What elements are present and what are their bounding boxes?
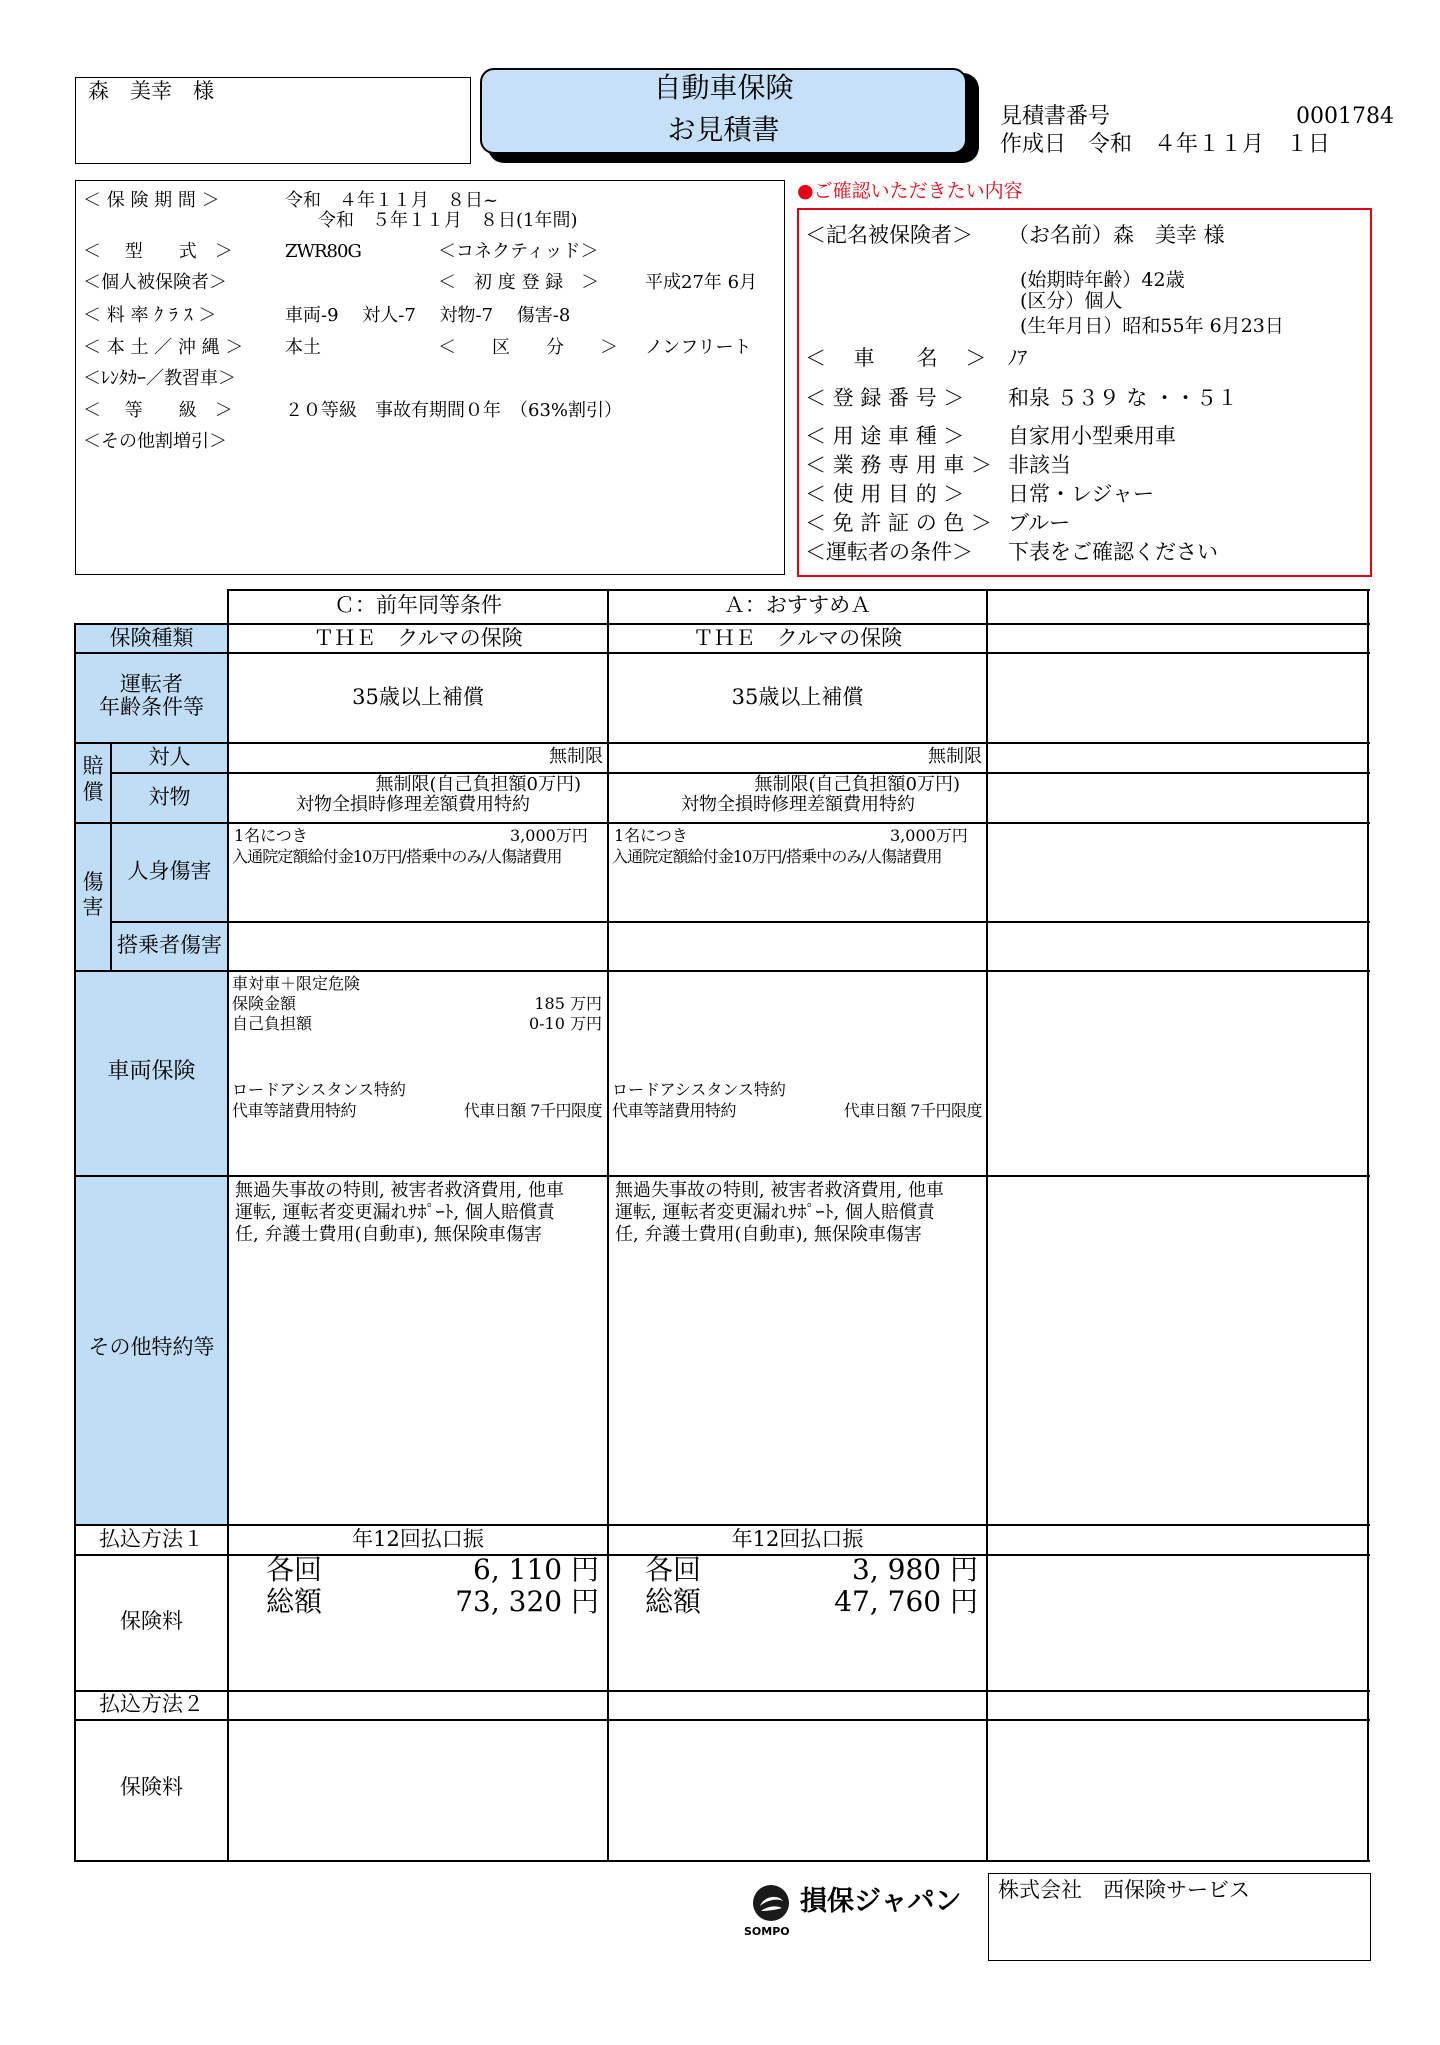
driver-condition-label: ＜運転者の条件＞ (805, 540, 973, 564)
c-taibutsu-2: 対物全損時修理差額費用特約 (296, 794, 530, 815)
registration-number-label: ＜ 登 録 番 号 ＞ (805, 386, 965, 410)
model-value: ZWR80G (285, 241, 361, 262)
a-driver: 35歳以上補償 (731, 685, 864, 709)
row-label-shogai-1: 傷 (82, 870, 104, 894)
usage-value: 自家用小型乗用車 (1008, 424, 1176, 448)
table-line (75, 742, 1370, 744)
a-total-label: 総額 (645, 1585, 702, 1618)
insured-name: （お名前）森 美幸 様 (1008, 223, 1225, 247)
c-kind: ＴＨＥ クルマの保険 (313, 626, 523, 650)
row-label-taibutsu: 対物 (148, 785, 191, 809)
plan-a-header: Ａ：おすすめＡ (723, 593, 872, 617)
c-pay-method: 年12回払口振 (352, 1527, 484, 1551)
a-each-label: 各回 (645, 1553, 702, 1586)
insured-birthday: (生年月日）昭和55年 6月23日 (1020, 315, 1284, 337)
category-value: ノンフリート (645, 337, 752, 358)
driver-condition-value: 下表をご確認ください (1008, 540, 1218, 564)
row-label-jinshin: 人身傷害 (127, 859, 212, 883)
category-label: ＜ 区 分 ＞ (438, 337, 618, 358)
c-taijin: 無制限 (549, 746, 603, 767)
customer-name: 森 美幸 様 (88, 79, 214, 103)
table-line (75, 623, 1370, 625)
table-line (1367, 589, 1369, 1862)
row-label-shogai-2: 害 (82, 895, 104, 919)
car-name-value: ﾉｱ (1008, 347, 1028, 369)
rental-label: ＜ﾚﾝﾀｶｰ／教習車＞ (83, 368, 236, 389)
c-sharyo-3: 自己負担額 (232, 1014, 313, 1033)
c-other-riders: 無過失事故の特則, 被害者救済費用, 他車運転, 運転者変更漏れｻﾎﾟｰﾄ, 個人賠償責任, 弁護士費用(自動車), 無保険車傷害 (235, 1180, 564, 1245)
a-daisha-value: 代車日額 7千円限度 (843, 1101, 982, 1120)
purpose-label: ＜ 使 用 目 的 ＞ (805, 482, 965, 506)
document-title-line1: 自動車保険 (653, 71, 794, 104)
a-daisha: 代車等諸費用特約 (612, 1101, 737, 1120)
row-label-sharyo: 車両保険 (107, 1059, 196, 1084)
registration-number-value: 和泉 ５３９ な ・・５１ (1008, 386, 1239, 410)
table-line (110, 772, 1370, 774)
table-line (75, 1690, 1370, 1692)
c-daisha-value: 代車日額 7千円限度 (463, 1101, 602, 1120)
agency-name: 株式会社 西保険サービス (998, 1878, 1250, 1902)
grade-value: ２０等級 事故有期間０年 （63%割引） (285, 400, 623, 421)
connected-label: ＜コネクティッド＞ (438, 241, 599, 262)
rate-class-label: ＜ 料 率 ｸ ﾗ ｽ ＞ (83, 305, 217, 326)
row-label-driver-1: 運転者 (120, 672, 183, 696)
estimate-number-label: 見積書番号 (1000, 104, 1111, 129)
period-label: ＜ 保 険 期 間 ＞ (83, 190, 220, 211)
c-total-label: 総額 (266, 1585, 323, 1618)
table-line (75, 1175, 1370, 1177)
purpose-value: 日常・レジャー (1008, 482, 1155, 506)
other-discount-label: ＜その他割増引＞ (83, 431, 227, 452)
row-label-baisho-1: 賠 (82, 754, 104, 778)
row-label-pay2: 払込方法２ (99, 1692, 204, 1716)
c-sharyo-2-value: 185 万円 (534, 994, 602, 1013)
insured-kubun: (区分）個人 (1020, 290, 1123, 312)
region-label: ＜ 本 土 ／ 沖 縄 ＞ (83, 337, 244, 358)
c-taibutsu-1: 無制限(自己負担額0万円) (375, 774, 581, 795)
business-use-value: 非該当 (1008, 453, 1071, 477)
region-value: 本土 (285, 337, 321, 358)
first-registration-value: 平成27年 6月 (645, 272, 758, 293)
table-line (75, 822, 1370, 824)
row-label-premium1: 保険料 (120, 1609, 183, 1633)
insured-age: (始期時年齢）42歳 (1020, 269, 1185, 291)
first-registration-label: ＜ 初 度 登 録 ＞ (438, 272, 600, 293)
created-date: 作成日 令和 ４年１１月 １日 (1000, 132, 1331, 157)
license-color-value: ブルー (1008, 511, 1071, 535)
a-jinshin-1: 1名につき (614, 826, 688, 845)
c-jinshin-2: 入通院定額給付金10万円/搭乗中のみ/人傷諸費用 (232, 847, 562, 866)
table-line (75, 970, 1370, 972)
row-label-other: その他特約等 (88, 1335, 215, 1359)
table-line (75, 1524, 1370, 1526)
a-jinshin-amount: 3,000万円 (890, 826, 968, 845)
c-sharyo-2: 保険金額 (232, 994, 297, 1013)
grade-label: ＜ 等 級 ＞ (83, 400, 233, 421)
insured-label: ＜記名被保険者＞ (805, 223, 973, 247)
sompo-logo-icon (752, 1884, 790, 1922)
car-name-label: ＜ 車 名 ＞ (805, 346, 987, 370)
c-each-amount: 6, 110 円 (473, 1553, 599, 1586)
a-road-assistance: ロードアシスタンス特約 (612, 1080, 786, 1099)
sompo-logo-text: 損保ジャパン (800, 1886, 962, 1917)
a-each-amount: 3, 980 円 (852, 1553, 978, 1586)
table-line (986, 589, 988, 1862)
a-taibutsu-2: 対物全損時修理差額費用特約 (681, 794, 915, 815)
row-label-pay1: 払込方法１ (99, 1527, 204, 1551)
table-line (75, 1860, 1370, 1862)
document-title-line2: お見積書 (667, 113, 780, 146)
plan-c-header: Ｃ：前年同等条件 (334, 593, 502, 617)
a-kind: ＴＨＥ クルマの保険 (692, 626, 903, 650)
model-label: ＜ 型 式 ＞ (83, 241, 233, 262)
c-jinshin-1: 1名につき (234, 826, 308, 845)
c-each-label: 各回 (266, 1553, 323, 1586)
c-sharyo-3-value: 0-10 万円 (528, 1014, 602, 1033)
a-jinshin-2: 入通院定額給付金10万円/搭乗中のみ/人傷諸費用 (612, 847, 942, 866)
period-end: 令和 ５年１１月 ８日(1年間) (318, 210, 578, 231)
row-label-premium2: 保険料 (120, 1775, 183, 1799)
period-start: 令和 ４年１１月 ８日~ (285, 190, 499, 211)
business-use-label: ＜ 業 務 専 用 車 ＞ (805, 453, 993, 477)
a-taibutsu-1: 無制限(自己負担額0万円) (754, 774, 960, 795)
c-driver: 35歳以上補償 (352, 685, 484, 709)
row-label-baisho-2: 償 (82, 780, 104, 804)
table-line (228, 589, 1370, 591)
a-total-amount: 47, 760 円 (834, 1585, 978, 1618)
table-line (75, 1719, 1370, 1721)
c-daisha: 代車等諸費用特約 (232, 1101, 357, 1120)
table-line (74, 623, 76, 1862)
c-road-assistance: ロードアシスタンス特約 (232, 1080, 406, 1099)
a-pay-method: 年12回払口振 (731, 1527, 864, 1551)
confirm-heading: ●ご確認いただきたい内容 (797, 180, 1023, 202)
a-taijin: 無制限 (928, 746, 982, 767)
estimate-number: 0001784 (1296, 104, 1394, 129)
personal-insured-label: ＜個人被保険者＞ (83, 272, 227, 293)
table-line (110, 921, 1370, 923)
a-other-riders: 無過失事故の特則, 被害者救済費用, 他車運転, 運転者変更漏れｻﾎﾟｰﾄ, 個人賠償責任, 弁護士費用(自動車), 無保険車傷害 (615, 1180, 944, 1245)
c-sharyo-1: 車対車＋限定危険 (232, 974, 361, 993)
c-total-amount: 73, 320 円 (455, 1585, 599, 1618)
row-label-driver-2: 年齢条件等 (99, 695, 204, 719)
usage-label: ＜ 用 途 車 種 ＞ (805, 424, 965, 448)
row-label-kind: 保険種類 (109, 626, 194, 650)
sompo-logo-sub: SOMPO (744, 1925, 790, 1938)
row-label-tojosha: 搭乗者傷害 (117, 933, 222, 957)
row-label-taijin: 対人 (148, 745, 191, 769)
rate-class-value: 車両-9 対人-7 対物-7 傷害-8 (285, 305, 571, 326)
license-color-label: ＜ 免 許 証 の 色 ＞ (805, 511, 993, 535)
table-line (75, 652, 1370, 654)
c-jinshin-amount: 3,000万円 (510, 826, 588, 845)
